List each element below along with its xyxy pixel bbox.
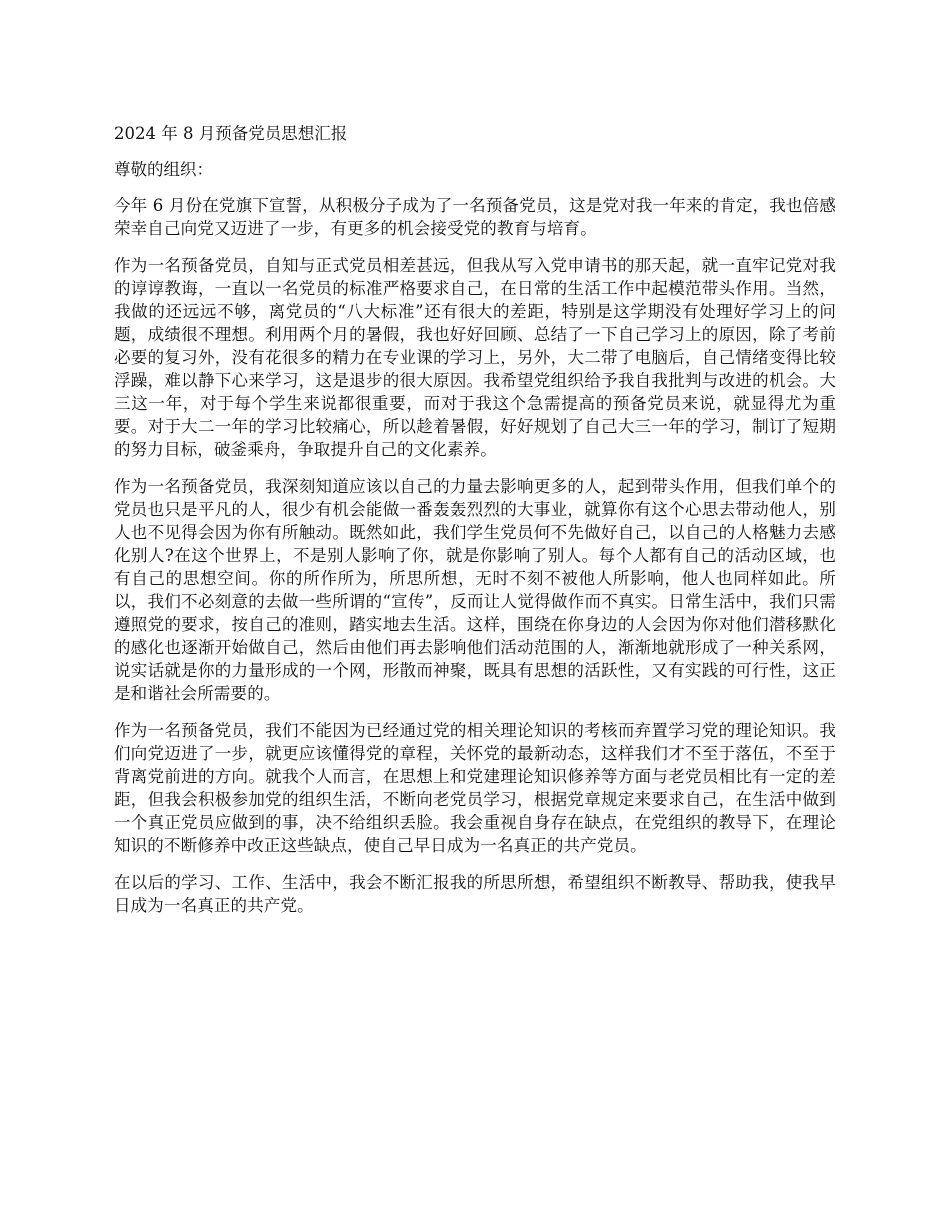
paragraph-4: 作为一名预备党员，我们不能因为已经通过党的相关理论知识的考核而弃置学习党的理论知识。我们向党迈进了一步，就更应该懂得党的章程，关怀党的最新动态，这样我们才不至于落伍，不至于背离党前进的方向。就我个人而言，在思想上和党建理论知识修养等方面与老党员相比有一定的差距，但我会积极参加党的组织生活，不断向老党员学习，根据党章规定来要求自己，在生活中做到一个真正党员应做到的事，决不给组织丢脸。我会重视自身存在缺点，在党组织的教导下，在理论知识的不断修养中改正这些缺点，使自己早日成为一名真正的共产党员。 — [114, 721, 836, 855]
document-title: 2024 年 8 月预备党员思想汇报 — [114, 124, 348, 143]
paragraph-1: 今年 6 月份在党旗下宣誓，从积极分子成为了一名预备党员，这是党对我一年来的肯定，我也倍感荣幸自己向党又迈进了一步，有更多的机会接受党的教育与培育。 — [114, 196, 836, 238]
document-body — [114, 122, 836, 931]
paragraph-2: 作为一名预备党员，自知与正式党员相差甚远，但我从写入党申请书的那天起，就一直牢记党对我的谆谆教诲，一直以一名党员的标准严格要求自己，在日常的生活工作中起模范带头作用。当然，我做的还远远不够，离党员的“八大标准”还有很大的差距，特别是这学期没有处理好学习上的问题，成绩很不理想。利用两个月的暑假，我也好好回顾、总结了一下自己学习上的原因，除了考前必要的复习外，没有花很多的精力在专业课的学习上，另外，大二带了电脑后，自己情绪变得比较浮躁，难以静下心来学习，这是退步的很大原因。我希望党组织给予我自我批判与改进的机会。大三这一年，对于每个学生来说都很重要，而对于我这个急需提高的预备党员来说，就显得尤为重要。对于大二一年的学习比较痛心，所以趁着暑假，好好规划了自己大三一年的学习，制订了短期的努力目标，破釜乘舟，争取提升自己的文化素养。 — [114, 256, 836, 459]
paragraph-5: 在以后的学习、工作、生活中，我会不断汇报我的所思所想，希望组织不断教导、帮助我，使我早日成为一名真正的共产党。 — [114, 873, 836, 915]
salutation: 尊敬的组织： — [114, 160, 213, 179]
paragraph-3: 作为一名预备党员，我深刻知道应该以自己的力量去影响更多的人，起到带头作用，但我们单个的党员也只是平凡的人，很少有机会能做一番轰轰烈烈的大事业，就算你有这个心思去带动他人，别人也不见得会因为你有所触动。既然如此，我们学生党员何不先做好自己，以自己的人格魅力去感化别人?在这个世界上，不是别人影响了你，就是你影响了别人。每个人都有自己的活动区域，也有自己的思想空间。你的所作所为，所思所想，无时不刻不被他人所影响，他人也同样如此。所以，我们不必刻意的去做一些所谓的“宣传”，反而让人觉得做作而不真实。日常生活中，我们只需遵照党的要求，按自己的准则，踏实地去生活。这样，围绕在你身边的人会因为你对他们潜移默化的感化也逐渐开始做自己，然后由他们再去影响他们活动范围的人，渐渐地就形成了一种关系网，说实话就是你的力量形成的一个网，形散而神聚，既具有思想的活跃性，又有实践的可行性，这正是和谐社会所需要的。 — [114, 477, 836, 703]
